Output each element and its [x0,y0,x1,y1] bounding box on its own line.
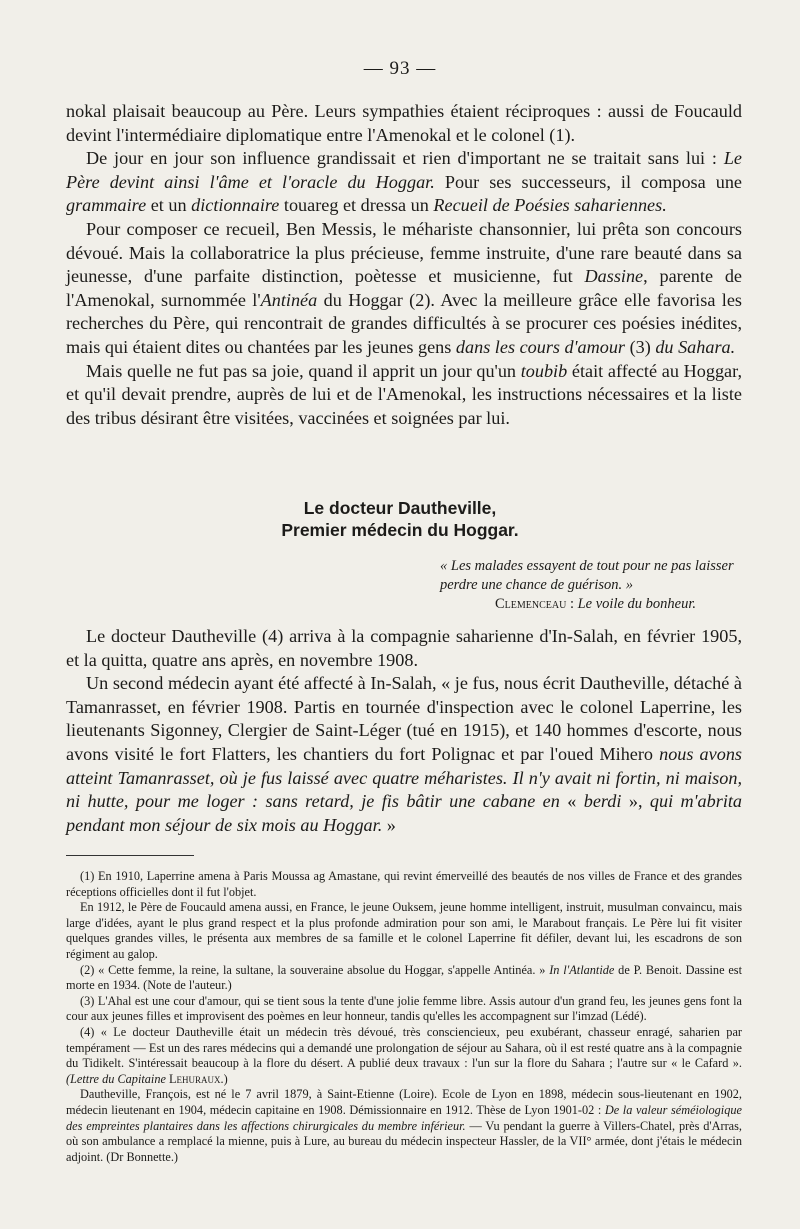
main-text-top [66,100,742,430]
footnotes [66,869,742,1165]
footnote-rule [66,855,194,856]
paragraph: Un second médecin ayant été affecté à In-Salah, « je fus, nous écrit Dautheville, détaché à Tamanrasset, en février 1908. Partis en tournée d'inspection avec le colonel Laperrine, les lieutenants Sigonney, Clergier de Saint-Léger (tué en 1915), et 140 hommes d'escorte, nous avons visité le fort Flatters, les chantiers du fort Polignac et par l'oued Mihero nous avons atteint Tamanrasset, où je fus laissé avec quatre méharistes. Il n'y avait ni fortin, ni maison, ni hutte, pour me loger : sans retard, je fis bâtir une cabane en « berdi », qui m'abrita pendant mon séjour de six mois au Hoggar. » [66,673,743,835]
footnote: Dautheville, François, est né le 7 avril 1879, à Saint-Etienne (Loire). Ecole de Lyon en 1898, médecin sous-lieutenant en 1902, médecin lieutenant en 1904, médecin capitaine en 1908. Démissionnaire en 1912. Thèse de Lyon 1901-02 : De la valeur séméiologique des empreintes plantaires dans les affections chirurgicales du membre inférieur. — Vu pendant la guerre à Villers-Chatel, près d'Arras, où son ambulance a remplacé la mienne, puis à Lure, au bureau du médecin inspecteur Hassler, de la VII° armée, dont j'étais le médecin adjoint. (Dr Bonnette.) [66,1087,742,1164]
footnote: (3) L'Ahal est une cour d'amour, qui se tient sous la tente d'une jolie femme libre. Assis autour d'un grand feu, les jeunes gens font la cour aux jeunes filles et improvisent des poèmes en leur honneur, tandis qu'elles les accompagnent sur l'imzad (Lédé). [66,993,742,1024]
footnote: (1) En 1910, Laperrine amena à Paris Moussa ag Amastane, qui revint émerveillé des beautés de nos villes de France et des grandes réceptions officielles dont il fut l'objet. [66,869,742,899]
epigraph-attribution: Clemenceau : Le voile du bonheur. [494,596,697,612]
paragraph: Le docteur Dautheville (4) arriva à la compagnie saharienne d'In-Salah, en février 1905, et la quitta, quatre ans après, en novembre 1908. [66,626,742,670]
section-heading: Le docteur Dautheville, Premier médecin du Hoggar. [281,498,519,540]
footnote: En 1912, le Père de Foucauld amena aussi, en France, le jeune Ouksem, jeune homme intelligent, instruit, musulman convaincu, mais large d'idées, ayant le plus grand respect et la plus profonde admiration pour son ami, le Marabout français. Le Père lui fit visiter quelques grandes villes, le présenta aux membres de sa famille et le colonel Laperrine fit défiler, devant lui, les escadrons de son régiment au galop. [66,900,742,961]
paragraph: De jour en jour son influence grandissait et rien d'important ne se traitait sans lui : Le Père devint ainsi l'âme et l'oracle du Hoggar. Pour ses successeurs, il composa une grammaire et un dictionnaire touareg et dressa un Recueil de Poésies sahariennes. [66,148,743,216]
epigraph-quote: « Les malades essayent de tout pour ne pas laisser perdre une chance de guérison. » [440,558,734,593]
paragraph: Pour composer ce recueil, Ben Messis, le méhariste chansonnier, lui prêta son concours dévoué. Mais la collaboratrice la plus précieuse, femme instruite, d'une rare beauté dans sa jeunesse, d'une parfaite distinction, poètesse et musicienne, fut Dassine, parente de l'Amenokal, surnommée l'Antinéa du Hoggar (2). Avec la meilleure grâce elle favorisa les recherches du Père, qui rencontrait de grandes difficultés à se procurer ces poésies inédites, mais qui étaient dites ou chantées par les jeunes gens dans les cours d'amour (3) du Sahara. [66,218,743,357]
page-number: — 93 — [363,58,437,79]
paragraph: nokal plaisait beaucoup au Père. Leurs sympathies étaient réciproques : aussi de Foucauld devint l'intermédiaire diplomatique entre l'Amenokal et le colonel (1). [66,101,742,145]
footnote: (2) « Cette femme, la reine, la sultane, la souveraine absolue du Hoggar, s'appelle Antinéa. » In l'Atlantide de P. Benoit. Dassine est morte en 1934. (Note de l'auteur.) [66,962,742,993]
paragraph: Mais quelle ne fut pas sa joie, quand il apprit un jour qu'un toubib était affecté au Hoggar, et qu'il devait prendre, auprès de lui et de l'Amenokal, les instructions nécessaires et la liste des tribus désirant être visitées, vaccinées et soignées par lui. [66,360,742,428]
main-text-bottom [66,625,742,837]
footnote: (4) « Le docteur Dautheville était un médecin très dévoué, très consciencieux, peu exubérant, chasseur enragé, saharien par tempérament — Est un des rares médecins qui a demandé une prolongation de séjour au Sahara, où il est resté quatre ans à la compagnie du Tidikelt. S'intéressait beaucoup à la flore du désert. A publié deux travaux : l'un sur la flore du Sahara ; l'autre sur « le Cafard ». (Lettre du Capitaine Lehuraux.) [66,1024,742,1086]
epigraph [440,557,745,614]
